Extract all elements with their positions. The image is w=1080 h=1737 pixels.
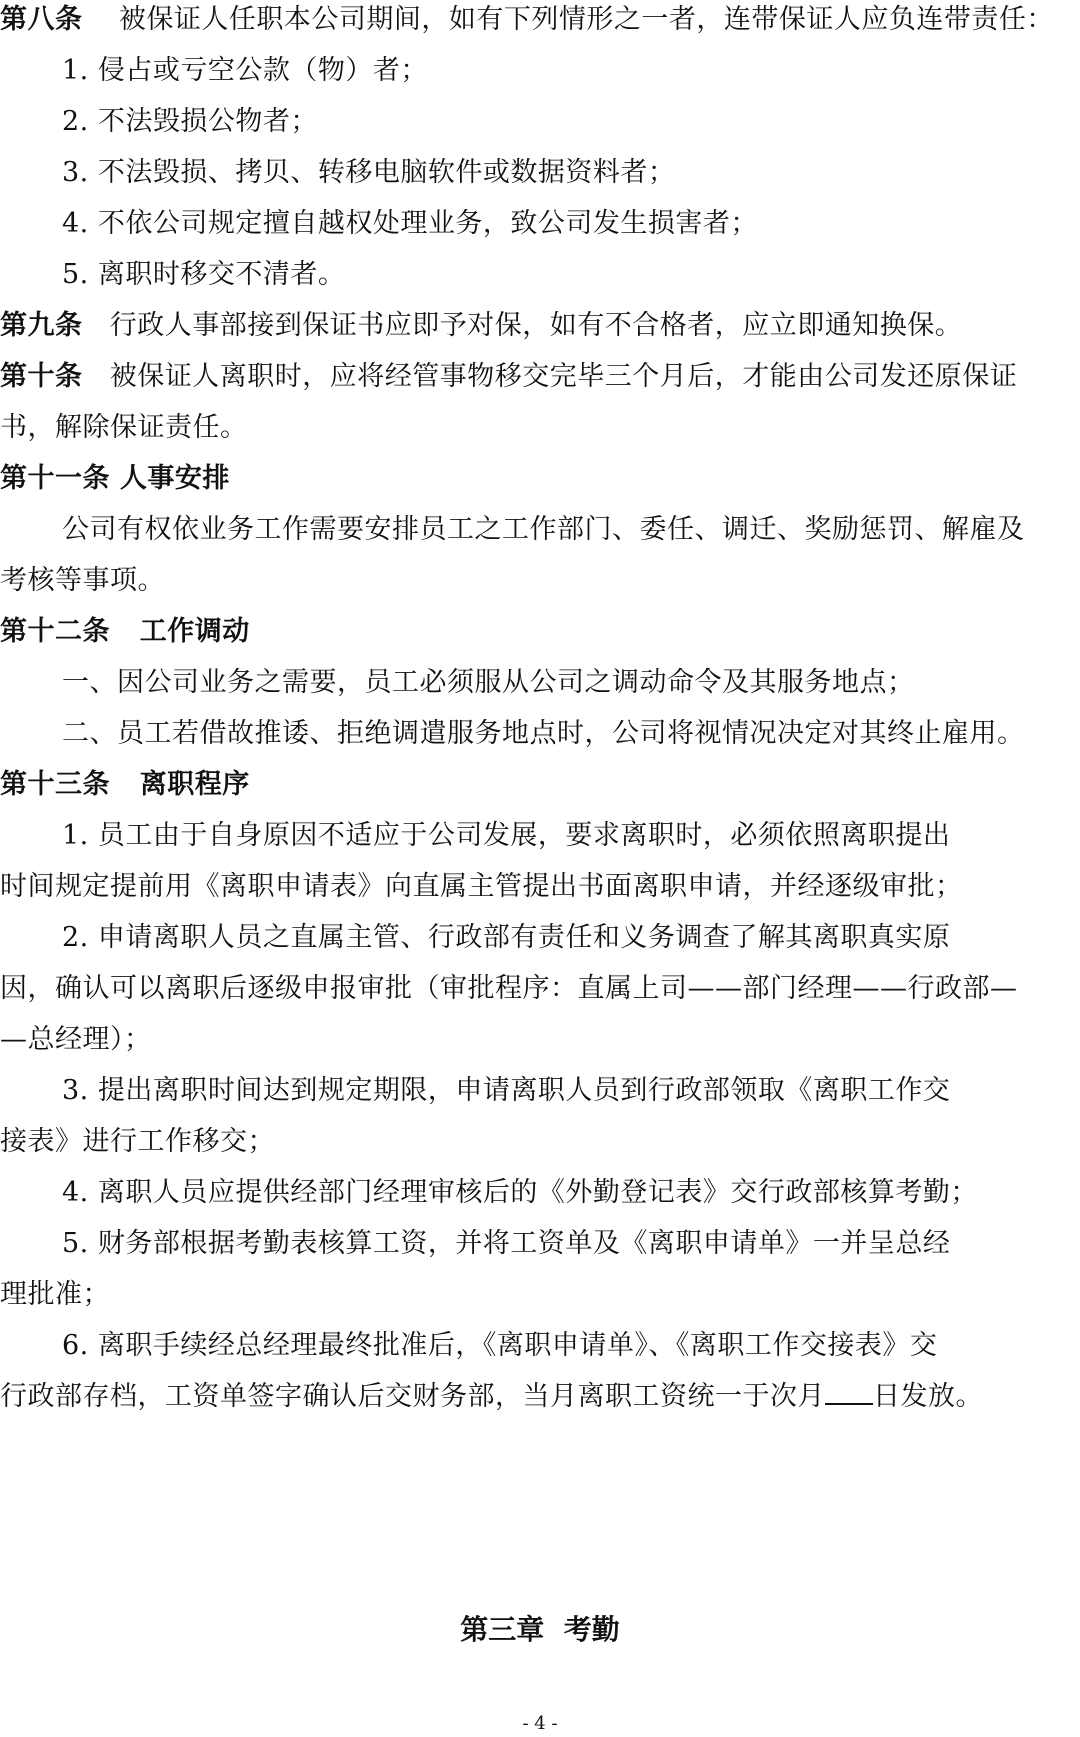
article-8-item-1: 1. 侵占或亏空公款（物）者；: [62, 55, 428, 86]
article-13-item-6-text-a: 行政部存档，工资单签字确认后交财务部，当月离职工资统一于次月: [0, 1381, 825, 1412]
article-10-line-2: 书，解除保证责任。: [0, 412, 248, 443]
article-13-item-3-line-2: 接表》进行工作移交；: [0, 1126, 275, 1157]
article-9-text: 行政人事部接到保证书应即予对保，如有不合格者，应立即通知换保。: [109, 310, 963, 341]
article-9-line: [0, 306, 1080, 346]
article-8-item-2: 2. 不法毁损公物者；: [62, 106, 318, 137]
article-13-item-1-line-2: 时间规定提前用《离职申请表》向直属主管提出书面离职申请，并经逐级审批；: [0, 871, 963, 902]
article-10-line-1: [0, 357, 1080, 397]
fill-in-blank: [825, 1377, 873, 1405]
article-11-label: 第十一条: [0, 463, 110, 494]
article-8-item-3: 3. 不法毁损、拷贝、转移电脑软件或数据资料者；: [62, 157, 676, 188]
article-13-item-2-line-2: 因，确认可以离职后逐级申报审批（审批程序：直属上司——部门经理——行政部—: [0, 973, 1018, 1004]
page-number: - 4 -: [522, 1713, 558, 1734]
article-11-heading: [0, 459, 1080, 499]
article-13-item-6-text-b: 日发放。: [873, 1381, 983, 1412]
article-13-title: 离职程序: [139, 769, 250, 800]
article-11-title: 人事安排: [119, 463, 230, 494]
article-13-item-5-line-2: 理批准；: [0, 1279, 110, 1310]
article-13-heading: [0, 765, 1080, 805]
article-11-line-1: 公司有权依业务工作需要安排员工之工作部门、委任、调迁、奖励惩罚、解雇及: [62, 514, 1025, 545]
article-13-item-6-line-1: 6. 离职手续经总经理最终批准后，《离职申请单》、《离职工作交接表》交: [62, 1330, 938, 1361]
article-8-label: 第八条: [0, 4, 83, 35]
article-10-label: 第十条: [0, 361, 83, 392]
article-9-label: 第九条: [0, 310, 83, 341]
article-13-item-5-line-1: 5. 财务部根据考勤表核算工资，并将工资单及《离职申请单》一并呈总经: [62, 1228, 951, 1259]
article-8-item-4: 4. 不依公司规定擅自越权处理业务，致公司发生损害者；: [62, 208, 758, 239]
article-13-item-4-line-1: 4. 离职人员应提供经部门经理审核后的《外勤登记表》交行政部核算考勤；: [62, 1177, 978, 1208]
article-8-line: [0, 0, 1080, 40]
article-12-title: 工作调动: [139, 616, 250, 647]
article-13-item-2-line-3: —总经理）；: [0, 1024, 152, 1055]
article-11-line-2: 考核等事项。: [0, 565, 165, 596]
article-13-item-3-line-1: 3. 提出离职时间达到规定期限，申请离职人员到行政部领取《离职工作交: [62, 1075, 951, 1106]
chapter-heading: 第三章 考勤: [460, 1613, 620, 1646]
article-12-heading: [0, 612, 1080, 652]
article-8-item-5: 5. 离职时移交不清者。: [62, 259, 346, 290]
article-12-item-2: 二、员工若借故推诿、拒绝调遣服务地点时，公司将视情况决定对其终止雇用。: [62, 718, 1025, 749]
article-13-item-2-line-1: 2. 申请离职人员之直属主管、行政部有责任和义务调查了解其离职真实原: [62, 922, 951, 953]
article-13-item-6-line-2: [0, 1377, 1080, 1417]
article-13-label: 第十三条: [0, 769, 110, 800]
article-12-label: 第十二条: [0, 616, 110, 647]
article-12-item-1: 一、因公司业务之需要，员工必须服从公司之调动命令及其服务地点；: [62, 667, 915, 698]
article-13-item-1-line-1: 1. 员工由于自身原因不适应于公司发展，要求离职时，必须依照离职提出: [62, 820, 951, 851]
article-10-text: 被保证人离职时，应将经管事物移交完毕三个月后，才能由公司发还原保证: [109, 361, 1018, 392]
article-8-text: 被保证人任职本公司期间，如有下列情形之一者，连带保证人应负连带责任：: [118, 4, 1054, 35]
